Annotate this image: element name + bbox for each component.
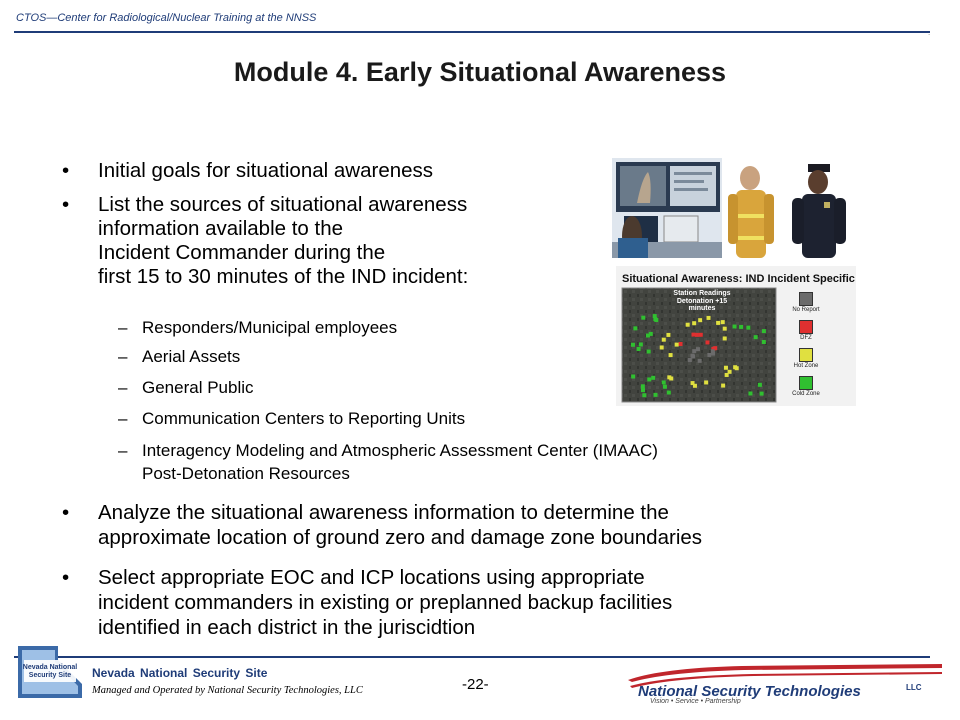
bullet-text: Initial goals for situational awareness — [98, 159, 434, 182]
legend-item — [786, 320, 826, 342]
house-icon — [799, 320, 813, 334]
bullet-text-line: List the sources of situational awareness — [98, 193, 468, 216]
dash-icon: – — [118, 347, 128, 366]
bullet-text-line: approximate location of ground zero and damage zone boundaries — [98, 526, 703, 549]
map-marker — [639, 342, 643, 346]
map-marker — [707, 353, 711, 357]
sub-bullet-text: General Public — [142, 378, 254, 397]
map-marker — [666, 333, 670, 337]
dash-icon: – — [118, 441, 128, 460]
map-marker — [707, 316, 711, 320]
house-icon — [799, 348, 813, 362]
map-marker — [631, 343, 635, 347]
legend-item — [786, 292, 826, 314]
map-marker — [690, 354, 694, 358]
map-marker — [721, 384, 725, 388]
map-marker — [711, 352, 715, 356]
map-marker — [641, 388, 645, 392]
legend-item — [786, 376, 826, 398]
figure-title: Situational Awareness: IND Incident Specific — [622, 273, 855, 285]
map-marker — [641, 384, 645, 388]
nst-logo-name: National Security Technologies — [638, 683, 861, 700]
legend-label: Cold Zone — [792, 391, 820, 397]
map-marker — [647, 350, 651, 354]
legend-item — [786, 348, 826, 370]
map-marker — [692, 349, 696, 353]
map-marker — [641, 316, 645, 320]
national-security-technologies-logo — [622, 662, 946, 704]
map-marker — [721, 320, 725, 324]
map-marker — [675, 343, 679, 347]
map-marker — [754, 335, 758, 339]
nsl-logo-line-2: Security Site — [28, 672, 72, 679]
map-marker — [649, 332, 653, 336]
nst-logo-llc: LLC — [906, 683, 922, 692]
map-marker — [724, 366, 728, 370]
managed-by-text: Managed and Operated by National Security Technologies, LLC — [92, 685, 363, 696]
map-marker — [723, 327, 727, 331]
bullet-text-line: Analyze the situational awareness information to determine the — [98, 501, 669, 524]
map-marker — [660, 345, 664, 349]
header-text: CTOS—Center for Radiological/Nuclear Training at the NNSS — [16, 12, 317, 24]
bullet-text-line: identified in each district in the juriscidtion — [98, 616, 476, 639]
nst-logo-tagline: Vision • Service • Partnership — [650, 698, 741, 704]
map-marker — [662, 338, 666, 342]
map-marker — [667, 391, 671, 395]
footer-rule — [14, 656, 930, 658]
map-marker — [704, 380, 708, 384]
map-marker — [679, 342, 683, 346]
bullet-text-line: information available to the — [98, 217, 344, 240]
map-marker — [739, 325, 743, 329]
map-marker — [667, 375, 671, 379]
map-marker — [654, 393, 658, 397]
sub-bullet-text-line: Post-Detonation Resources — [142, 464, 350, 483]
map-marker — [695, 333, 699, 337]
map-marker — [758, 383, 762, 387]
map-marker — [733, 365, 737, 369]
map-marker — [733, 325, 737, 329]
sub-bullet-text: Responders/Municipal employees — [142, 318, 398, 337]
map-marker — [642, 393, 646, 397]
map-marker — [728, 370, 732, 374]
map-marker — [723, 336, 727, 340]
map-marker — [762, 329, 766, 333]
slide-title: Module 4. Early Situational Awareness — [233, 57, 727, 87]
sub-bullet-text: Communication Centers to Reporting Units — [142, 409, 466, 428]
house-icon — [799, 376, 813, 390]
organization-name: Nevada National Security Site — [92, 666, 268, 680]
map-marker — [698, 318, 702, 322]
corner-mark: . — [928, 28, 931, 37]
map-marker — [633, 326, 637, 330]
bullet-text-line: incident commanders in existing or preplanned backup facilities — [98, 591, 673, 614]
map-marker — [631, 375, 635, 379]
nsl-logo-line-1: Nevada National — [22, 664, 78, 671]
bullet-text-line: first 15 to 30 minutes of the IND incident: — [98, 265, 469, 288]
figure-sublabel-1: Station Readings — [673, 290, 731, 297]
figure-legend — [786, 292, 826, 404]
header-rule — [14, 31, 930, 33]
legend-label: DFZ — [800, 335, 812, 341]
map-marker — [693, 384, 697, 388]
map-marker — [663, 385, 667, 389]
dash-icon: – — [118, 318, 128, 337]
dash-icon: – — [118, 409, 128, 428]
map-marker — [651, 376, 655, 380]
bullet-icon: • — [62, 566, 70, 589]
map-marker — [699, 333, 703, 337]
house-icon — [799, 292, 813, 306]
bullet-icon: • — [62, 501, 70, 524]
map-marker — [760, 392, 764, 396]
map-marker — [647, 377, 651, 381]
page-number: -22- — [462, 676, 489, 693]
bullet-icon: • — [62, 159, 70, 182]
map-marker — [762, 340, 766, 344]
dash-icon: – — [118, 378, 128, 397]
map-marker — [705, 340, 709, 344]
map-marker — [662, 380, 666, 384]
map-marker — [653, 314, 657, 318]
map-marker — [688, 358, 692, 362]
map-marker — [692, 333, 696, 337]
legend-label: No Report — [792, 307, 820, 313]
figure-sublabel-2: Detonation +15 minutes — [676, 298, 728, 312]
map-marker — [746, 326, 750, 330]
bullet-text-line: Select appropriate EOC and ICP locations using appropriate — [98, 566, 645, 589]
map-marker — [698, 359, 702, 363]
bullet-icon: • — [62, 193, 70, 216]
sub-bullet-text: Aerial Assets — [142, 347, 241, 366]
legend-label: Hot Zone — [793, 363, 819, 369]
map-marker — [716, 321, 720, 325]
bullet-text-line: Incident Commander during the — [98, 241, 386, 264]
map-marker — [686, 323, 690, 327]
nevada-national-security-site-logo — [14, 640, 86, 702]
map-marker — [692, 321, 696, 325]
map-marker — [748, 391, 752, 395]
map-marker — [669, 353, 673, 357]
map-marker — [637, 347, 641, 351]
responders-image — [612, 158, 852, 262]
map-marker — [696, 347, 700, 351]
sub-bullet-text: Interagency Modeling and Atmospheric Assessment Center (IMAAC) — [142, 441, 658, 460]
